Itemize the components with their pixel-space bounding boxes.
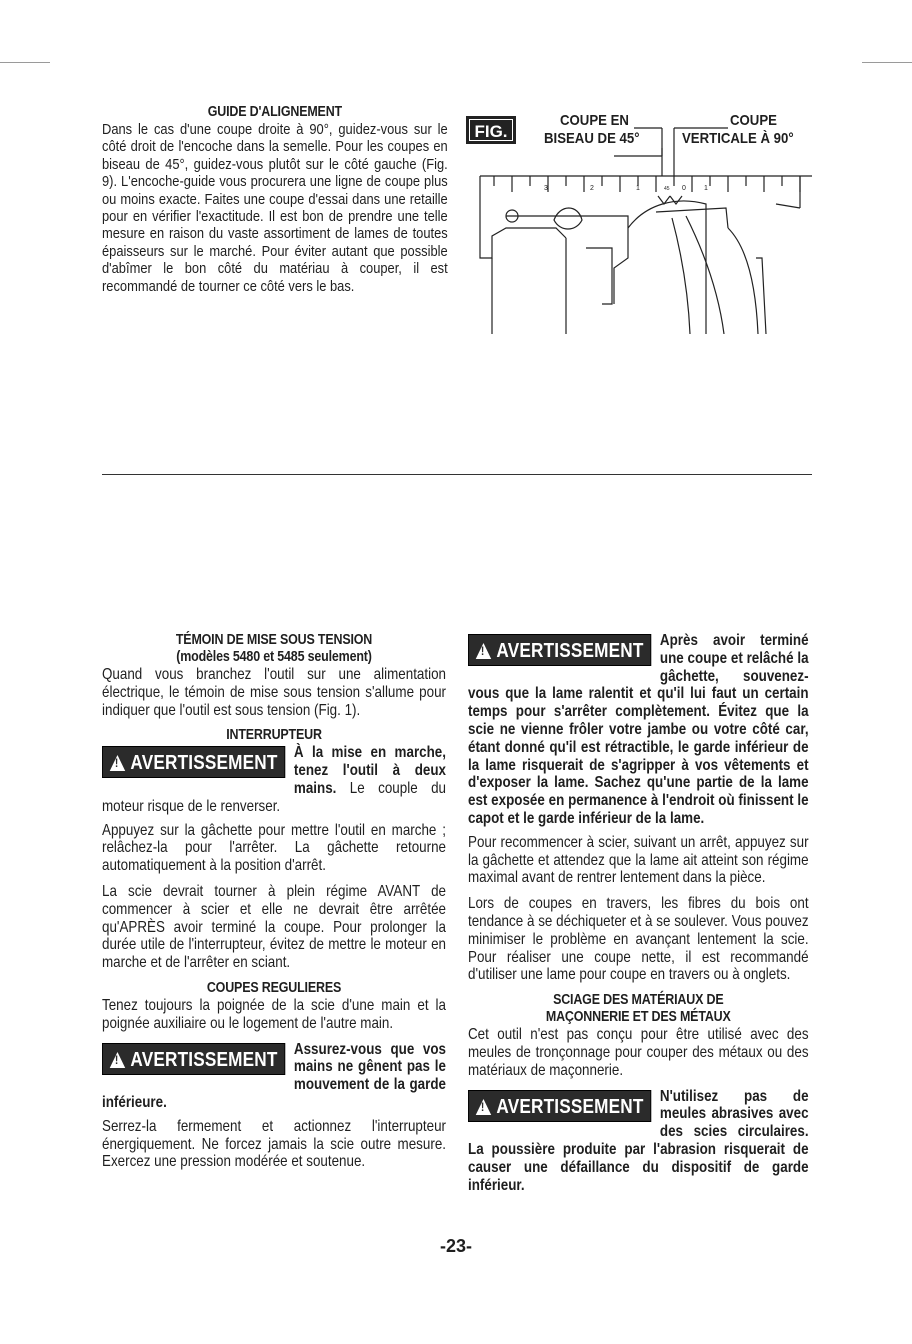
masonry-title-1: SCIAGE DES MATÉRIAUX DE (553, 992, 724, 1009)
alignment-guide-body: Dans le cas d'une coupe droite à 90°, guidez-vous sur le côté droit de l'encoche dans la semelle. Pour les coupes en biseau de 45°, guidez-vous plutôt sur le côté gauche (Fig. 9). L'encoche-guide vous procurera une ligne de coupe plus ou moins exacte. Faites une coupe d'essai dans une retaille pour en vérifier l'exactitude. Il est bon de prendre une telle mesure en raison du vaste assortiment de lames de toutes épaisseurs sur le marché. Pour éviter autant que possible d'abîmer le bon côté du matériau à couper, il est recommandé de tourner ce côté vers le bas. (102, 121, 448, 295)
power-indicator-body: Quand vous branchez l'outil sur une alimentation électrique, le témoin de mise sous tension s'allume pour indiquer que l'outil est sous tension (Fig. 1). (102, 666, 446, 719)
warning-abrasive (468, 1088, 809, 1195)
switch-body-1: Appuyez sur la gâchette pour mettre l'outil en marche ; relâchez-la pour l'arrêter. La gâchette retourne automatiquement à la position d'arrêt. (102, 821, 446, 875)
scale-number-0: 0 (682, 185, 686, 192)
warning-switch-bold: À la mise en marche, tenez l'outil à deux mains. (293, 744, 446, 797)
warning-blade-coast-bold: Après avoir terminé une coupe et relâché la gâchette, souvenez-vous que la lame ralentit et qu'il lui faut un certain temps pour s'arrêter complètement. Évitez que la scie ne vienne frôler votre jambe ou votre côté car, étant donné qu'il est rétractible, le garde inférieur de la lame risquerait de s'agripper à vos vêtements et d'exposer la lame. Sachez qu'une partie de la lame est exposée en permanence à l'endroit où finissent le capot et le garde inférieur de la lame. (468, 632, 809, 827)
warning-triangle-icon (476, 643, 491, 659)
right-column (468, 632, 809, 1200)
warning-badge (102, 746, 285, 778)
power-indicator-subtitle: (modèles 5480 et 5485 seulement) (176, 649, 372, 665)
label-bevel-1: COUPE EN (560, 112, 629, 129)
section-divider (102, 474, 812, 475)
scale-number-3: 3 (544, 185, 548, 192)
regular-cuts-body: Tenez toujours la poignée de la scie d'une main et la poignée auxiliaire ou le logement de l'autre main. (102, 996, 446, 1032)
masonry-body: Cet outil n'est pas conçu pour être utilisé avec des meules de tronçonnage pour couper des métaux ou des matériaux de maçonnerie. (468, 1026, 809, 1079)
regular-cuts-body-2: Serrez-la fermement et actionnez l'interrupteur énergiquement. Ne forcez jamais la scie outre mesure. Exercez une pression modérée et soutenue. (102, 1117, 446, 1171)
crosscut-body: Lors de coupes en travers, les fibres du bois ont tendance à se déchiqueter et à se soulever. Vous pouvez minimiser le problème en avançant lentement la scie. Pour réaliser une coupe nette, il est recommandé d'utiliser une lame pour coupe en travers ou à onglets. (468, 895, 809, 984)
alignment-guide-section (102, 104, 448, 303)
warning-badge-label: AVERTISSEMENT (130, 752, 278, 775)
scale-number-2: 2 (590, 185, 594, 192)
warning-switch-tail: Le couple du moteur risque de le renverser. (102, 779, 446, 815)
switch-body-2: La scie devrait tourner à plein régime AVANT de commencer à scier et elle ne devrait être arrêtée qu'APRÈS avoir terminé la coupe. Pour prolonger la durée utile de l'interrupteur, évitez de mettre le moteur en marche et de l'arrêter en sciant. (102, 882, 446, 972)
warning-hands (102, 1041, 446, 1112)
warning-badge-label: AVERTISSEMENT (496, 1095, 644, 1118)
left-column (102, 632, 446, 1179)
figure-9 (466, 108, 812, 334)
label-vertical-2: VERTICALE À 90° (682, 130, 794, 147)
warning-badge (468, 634, 651, 666)
label-bevel-2: BISEAU DE 45° (544, 130, 640, 147)
warning-triangle-icon (110, 1052, 125, 1068)
warning-badge-label: AVERTISSEMENT (496, 640, 644, 662)
regular-cuts-title: COUPES REGULIERES (206, 979, 342, 996)
power-indicator-title: TÉMOIN DE MISE SOUS TENSION (175, 632, 373, 648)
warning-switch (102, 744, 446, 815)
warning-abrasive-bold: N'utilisez pas de meules abrasives avec des scies circulaires. La poussière produite par l'abrasion risquerait de causer une défaillance du dispositif de garde inférieur. (468, 1087, 809, 1194)
restart-body: Pour recommencer à scier, suivant un arrêt, appuyez sur la gâchette et attendez que la lame ait atteint son régime maximal avant de rentrer lentement dans la pièce. (468, 833, 809, 887)
scale-number-1b: 1 (704, 185, 708, 192)
warning-blade-coast (468, 632, 809, 828)
warning-badge-label: AVERTISSEMENT (130, 1048, 278, 1071)
warning-triangle-icon (110, 755, 125, 771)
warning-triangle-icon (476, 1099, 491, 1115)
switch-title: INTERRUPTEUR (226, 727, 322, 744)
crop-mark-left (0, 62, 50, 63)
scale-number-45: 45 (664, 186, 670, 192)
alignment-guide-title: GUIDE D'ALIGNEMENT (207, 104, 342, 120)
label-vertical-1: COUPE (730, 112, 777, 129)
masonry-title-2: MAÇONNERIE ET DES MÉTAUX (545, 1009, 731, 1026)
warning-badge (468, 1090, 651, 1122)
figure-tag: FIG. 9 (466, 116, 516, 144)
crop-mark-right (862, 62, 912, 63)
warning-badge (102, 1043, 285, 1075)
page-number: -23- (439, 1236, 472, 1256)
warning-hands-bold: Assurez-vous que vos mains ne gênent pas le mouvement de la garde inférieure. (102, 1040, 446, 1111)
scale-number-1: 1 (636, 185, 640, 192)
